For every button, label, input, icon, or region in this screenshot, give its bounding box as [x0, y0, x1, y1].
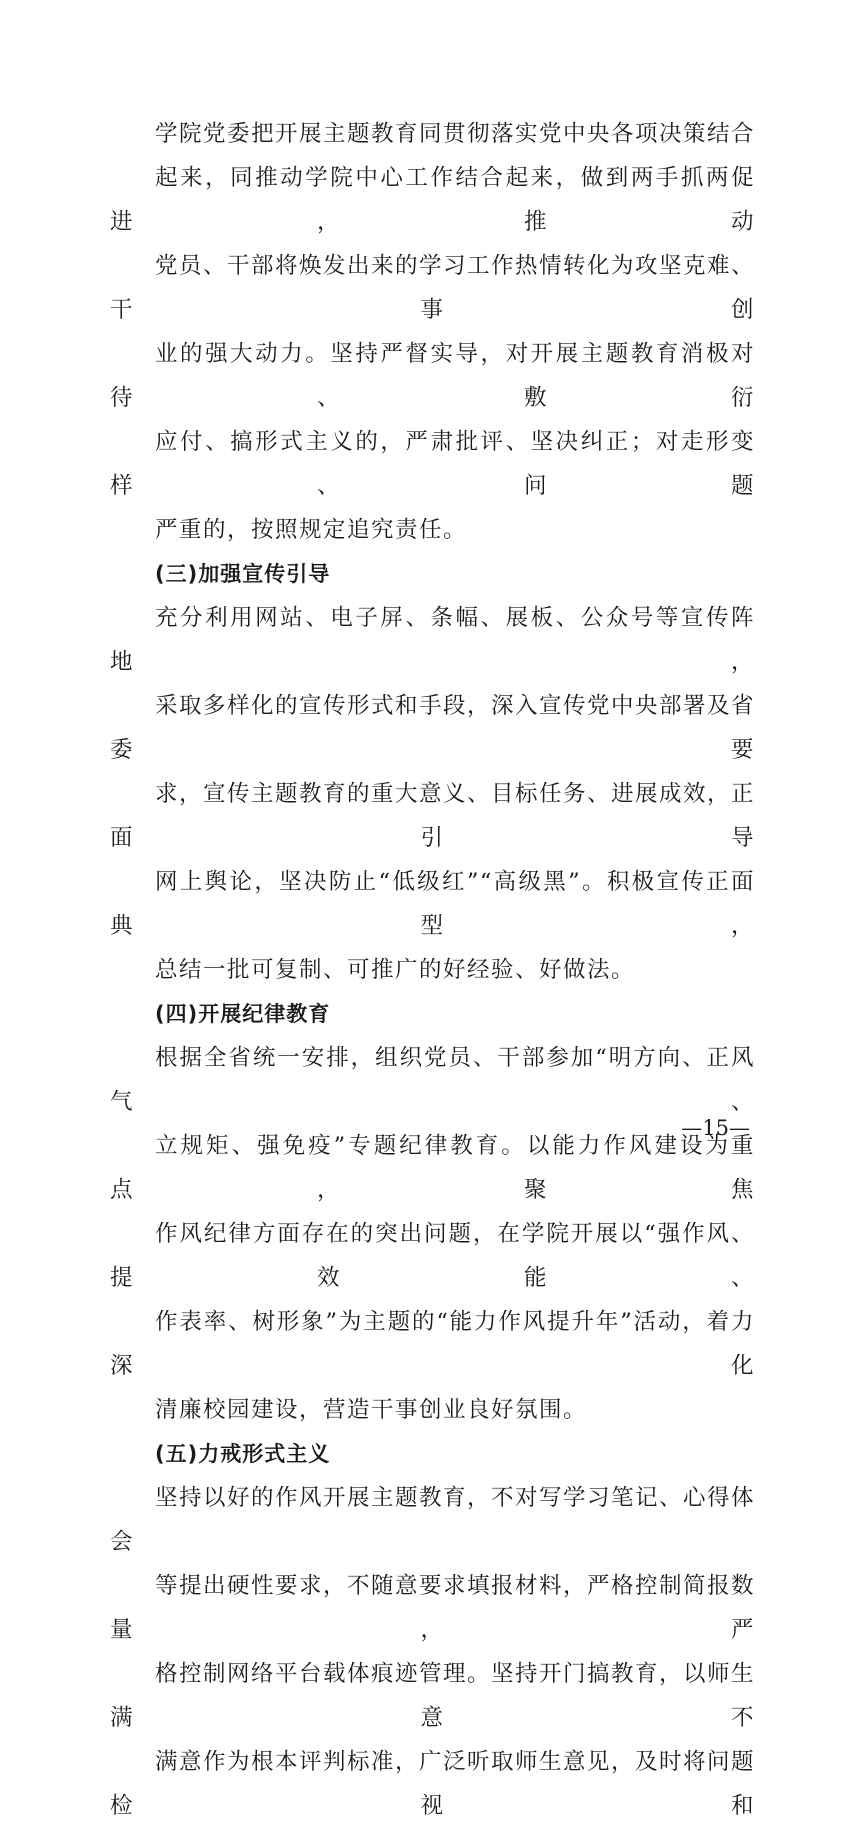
text-line: 坚持以好的作风开展主题教育，不对写学习笔记、心得体会 [110, 1485, 756, 1555]
text-line: 业的强大动力。坚持严督实导，对开展主题教育消极对待、敷衍 [110, 341, 755, 411]
page-number: —15— [681, 1116, 750, 1140]
section-heading-discipline: (四)开展纪律教育 [155, 1002, 331, 1026]
text-line: 满意作为根本评判标准，广泛听取师生意见，及时将问题检视和 [110, 1749, 756, 1819]
text-line: 充分利用网站、电子屏、条幅、展板、公众号等宣传阵地， [110, 605, 755, 675]
text-line: 党员、干部将焕发出来的学习工作热情转化为攻坚克难、干事创 [110, 253, 756, 323]
paragraph-publicity [110, 596, 755, 992]
document-body [110, 112, 755, 1828]
section-heading-publicity: (三)加强宣传引导 [155, 562, 331, 586]
text-line: 清廉校园建设，营造干事创业良好氛围。 [155, 1397, 588, 1423]
text-line: 网上舆论，坚决防止“低级红”“高级黑”。积极宣传正面典型， [110, 869, 755, 939]
text-line: 立规矩、强免疫”专题纪律教育。以能力作风建设为重点，聚焦 [110, 1133, 755, 1203]
section-heading-formalism: (五)力戒形式主义 [155, 1442, 331, 1466]
text-line: 等提出硬性要求，不随意要求填报材料，严格控制简报数量，严 [110, 1573, 756, 1643]
text-line: 求，宣传主题教育的重大意义、目标任务、进展成效，正面引导 [110, 781, 756, 851]
text-line: 根据全省统一安排，组织党员、干部参加“明方向、正风气、 [110, 1045, 755, 1115]
text-line: 作风纪律方面存在的突出问题，在学院开展以“强作风、提效能、 [110, 1221, 755, 1291]
text-line: 起来，同推动学院中心工作结合起来，做到两手抓两促进，推动 [110, 165, 755, 235]
paragraph-formalism [110, 1476, 755, 1828]
paragraph-discipline [110, 1036, 755, 1432]
text-line: 作表率、树形象”为主题的“能力作风提升年”活动，着力深化 [110, 1309, 755, 1379]
text-line: 应付、搞形式主义的，严肃批评、坚决纠正；对走形变样、问题 [110, 429, 755, 499]
text-line: 严重的，按照规定追究责任。 [155, 517, 468, 543]
paragraph-party-committee [110, 112, 755, 552]
text-line: 总结一批可复制、可推广的好经验、好做法。 [155, 957, 636, 983]
text-line: 采取多样化的宣传形式和手段，深入宣传党中央部署及省委要 [110, 693, 756, 763]
text-line: 学院党委把开展主题教育同贯彻落实党中央各项决策结合 [155, 121, 756, 147]
text-line: 格控制网络平台载体痕迹管理。坚持开门搞教育，以师生满意不 [110, 1661, 756, 1731]
